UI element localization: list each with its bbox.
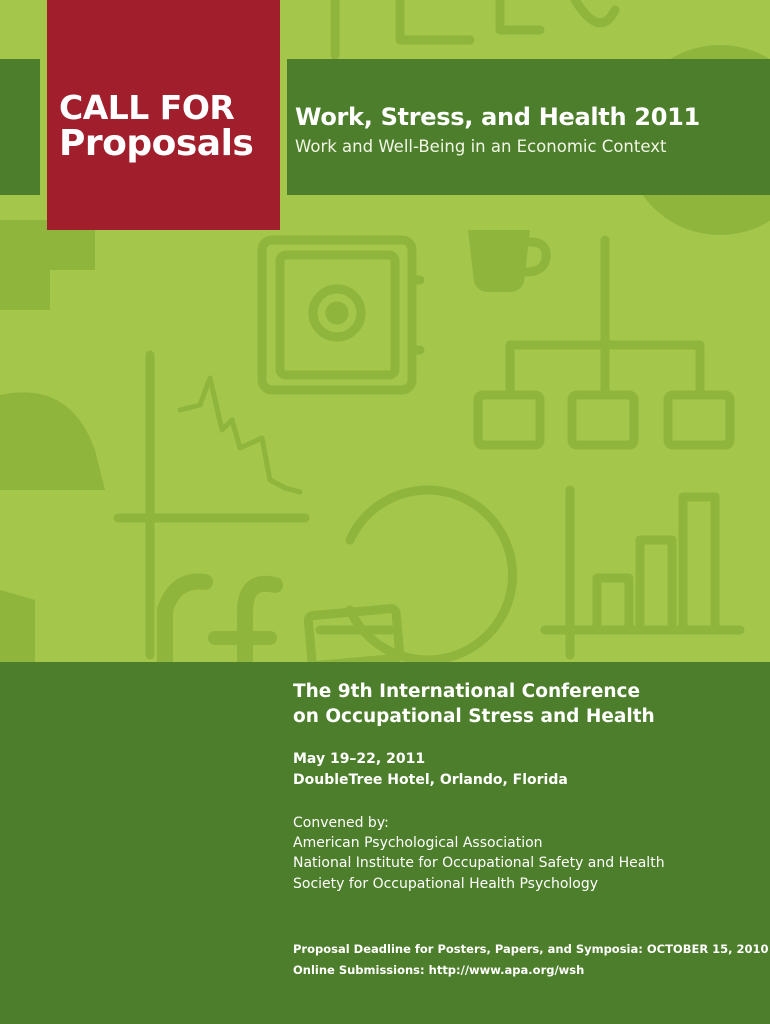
- line-graph-icon: [118, 355, 305, 655]
- call-for-label: CALL FOR: [59, 88, 235, 127]
- online-submissions-link[interactable]: Online Submissions: http://www.apa.org/wsh: [293, 963, 585, 977]
- conference-name-line2: on Occupational Stress and Health: [293, 706, 655, 727]
- left-accent-band: [0, 59, 40, 195]
- tools-icon: [335, 0, 615, 55]
- proposals-label: Proposals: [59, 123, 254, 164]
- pie-chart-icon: [320, 490, 512, 660]
- convener-niosh: National Institute for Occupational Safety and Health: [293, 855, 665, 871]
- convener-apa: American Psychological Association: [293, 835, 543, 851]
- proposal-deadline: Proposal Deadline for Posters, Papers, and Symposia: OCTOBER 15, 2010: [293, 942, 769, 956]
- convened-by-heading: Convened by:: [293, 815, 389, 831]
- call-for-proposals-box: [47, 0, 280, 230]
- plus-icon: [0, 220, 95, 310]
- pound-sign-icon: [165, 582, 275, 662]
- safe-icon: [262, 240, 420, 390]
- convener-sohp: Society for Occupational Health Psychology: [293, 876, 599, 892]
- cup-icon: [468, 230, 546, 292]
- conference-venue: DoubleTree Hotel, Orlando, Florida: [293, 772, 568, 788]
- event-title: Work, Stress, and Health 2011: [295, 103, 700, 131]
- conference-info-panel: [0, 662, 770, 1024]
- title-band: [287, 59, 770, 195]
- event-subtitle: Work and Well-Being in an Economic Context: [295, 137, 667, 156]
- bar-chart-icon: [545, 490, 740, 655]
- hard-hat-icon: [0, 392, 105, 490]
- conference-name-line1: The 9th International Conference: [293, 681, 641, 702]
- conference-date: May 19–22, 2011: [293, 751, 426, 767]
- arrow-icon: [0, 590, 35, 662]
